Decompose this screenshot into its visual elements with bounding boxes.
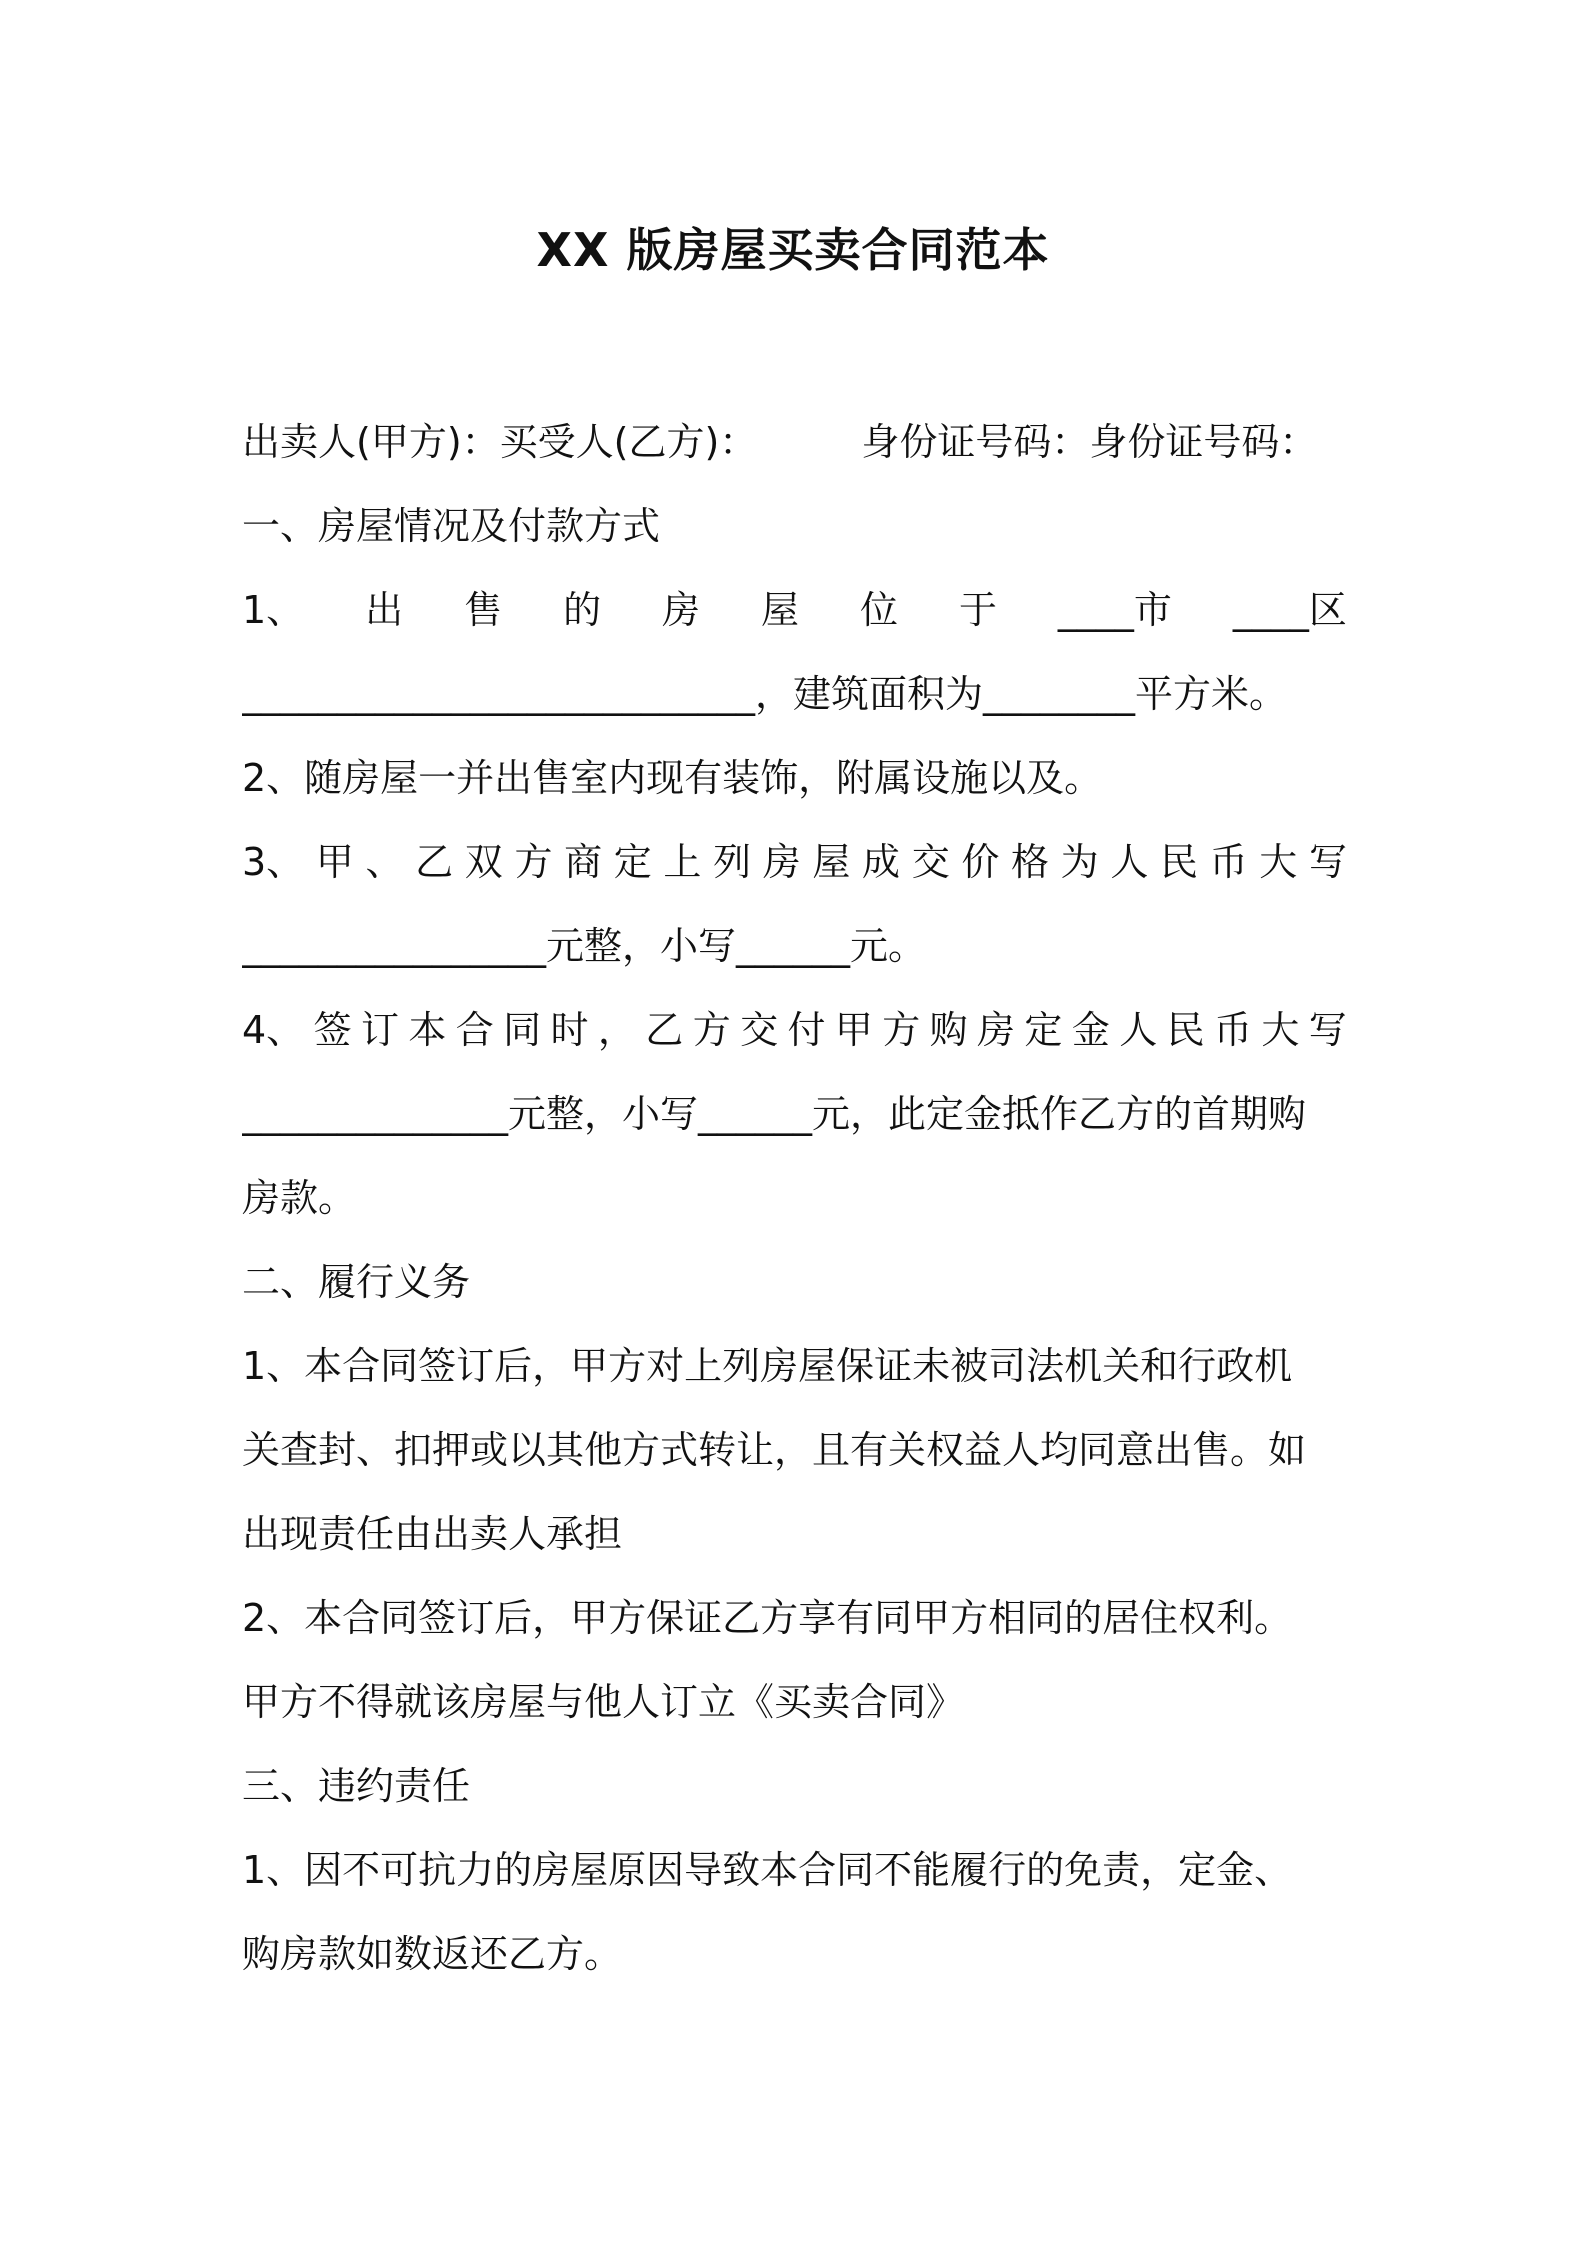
text-char: 房	[977, 1008, 1016, 1052]
text-char: 3、	[242, 840, 305, 884]
text-char: 甲	[834, 1008, 873, 1052]
clause-1-3-line-2: ________________元整，小写______元。	[242, 924, 927, 968]
clause-2-2-line-1: 2、本合同签订后，甲方保证乙方享有同甲方相同的居住权利。	[242, 1596, 1293, 1640]
district-blank: ____区	[1232, 588, 1347, 632]
clause-1-3-line-1	[242, 820, 1347, 904]
text-char: 大	[1259, 840, 1298, 884]
clause-1-2: 2、随房屋一并出售室内现有装饰，附属设施以及。	[242, 756, 1103, 800]
text-char: 为	[1060, 840, 1099, 884]
text-char: 时	[550, 1008, 589, 1052]
clause-1-1-line-2: ___________________________，建筑面积为________平方米。	[242, 672, 1288, 716]
text-char: 人	[1119, 1008, 1158, 1052]
clause-1-4-line-1	[242, 988, 1347, 1072]
text-char: 民	[1166, 1008, 1205, 1052]
text-char: 人	[1110, 840, 1149, 884]
clause-2-2-line-2: 甲方不得就该房屋与他人订立《买卖合同》	[242, 1680, 965, 1724]
text-char: 合	[455, 1008, 494, 1052]
text-char: 屋	[812, 840, 851, 884]
text-char: 方	[882, 1008, 921, 1052]
text-char: 方	[692, 1008, 731, 1052]
text-char: 出	[365, 588, 404, 632]
section-heading-1: 一、房屋情况及付款方式	[242, 504, 661, 548]
text-char: 购	[929, 1008, 968, 1052]
parties-line	[242, 400, 1347, 484]
text-char: 的	[563, 588, 602, 632]
clause-1-1-line-1	[242, 568, 1347, 652]
section-heading-3: 三、违约责任	[242, 1764, 471, 1808]
text-char: 成	[862, 840, 901, 884]
text-char: 写	[1308, 1008, 1347, 1052]
text-char: 币	[1213, 1008, 1252, 1052]
text-char: 民	[1159, 840, 1198, 884]
text-char: 4、	[242, 1008, 305, 1052]
text-char: 同	[503, 1008, 542, 1052]
spacer	[757, 400, 861, 484]
text-char: 乙	[645, 1008, 684, 1052]
text-char: 商	[564, 840, 603, 884]
clause-1-4-line-2: ______________元整，小写______元，此定金抵作乙方的首期购	[242, 1092, 1307, 1136]
text-char: 1、	[242, 588, 305, 632]
text-char: 订	[360, 1008, 399, 1052]
text-char: 写	[1308, 840, 1347, 884]
text-char: 售	[464, 588, 503, 632]
text-char: 大	[1261, 1008, 1300, 1052]
clause-1-4-line-3: 房款。	[242, 1176, 357, 1220]
section-heading-2: 二、履行义务	[242, 1260, 471, 1304]
text-char: 房	[662, 588, 701, 632]
clause-2-1-line-2: 关查封、扣押或以其他方式转让，且有关权益人均同意出售。如	[242, 1428, 1307, 1472]
text-char: 交	[911, 840, 950, 884]
text-char: 乙	[415, 840, 454, 884]
text-char: 付	[787, 1008, 826, 1052]
text-char: 列	[713, 840, 752, 884]
text-char: 、	[365, 840, 404, 884]
text-char: 交	[740, 1008, 779, 1052]
text-char: ，	[597, 1008, 636, 1052]
clause-2-1-line-1: 1、本合同签订后，甲方对上列房屋保证未被司法机关和行政机	[242, 1344, 1293, 1388]
clause-3-1-line-1: 1、因不可抗力的房屋原因导致本合同不能履行的免责，定金、	[242, 1848, 1293, 1892]
text-char: 定	[1024, 1008, 1063, 1052]
text-char: 位	[859, 588, 898, 632]
text-char: 双	[464, 840, 503, 884]
text-char: 签	[313, 1008, 352, 1052]
document-body	[242, 400, 1347, 1996]
text-char: 定	[613, 840, 652, 884]
city-blank: ____市	[1057, 588, 1172, 632]
document-title: XX 版房屋买卖合同范本	[536, 223, 1050, 277]
seller-buyer-label: 出卖人(甲方)：买受人(乙方)：	[242, 420, 758, 464]
id-number-label: 身份证号码：身份证号码：	[861, 420, 1318, 464]
text-char: 格	[1011, 840, 1050, 884]
text-char: 方	[514, 840, 553, 884]
text-char: 于	[958, 588, 997, 632]
clause-3-1-line-2: 购房款如数返还乙方。	[242, 1932, 623, 1976]
text-char: 甲	[315, 840, 354, 884]
text-char: 屋	[761, 588, 800, 632]
text-char: 本	[408, 1008, 447, 1052]
text-char: 房	[762, 840, 801, 884]
text-char: 币	[1209, 840, 1248, 884]
text-char: 金	[1071, 1008, 1110, 1052]
clause-2-1-line-3: 出现责任由出卖人承担	[242, 1512, 623, 1556]
text-char: 价	[961, 840, 1000, 884]
text-char: 上	[663, 840, 702, 884]
